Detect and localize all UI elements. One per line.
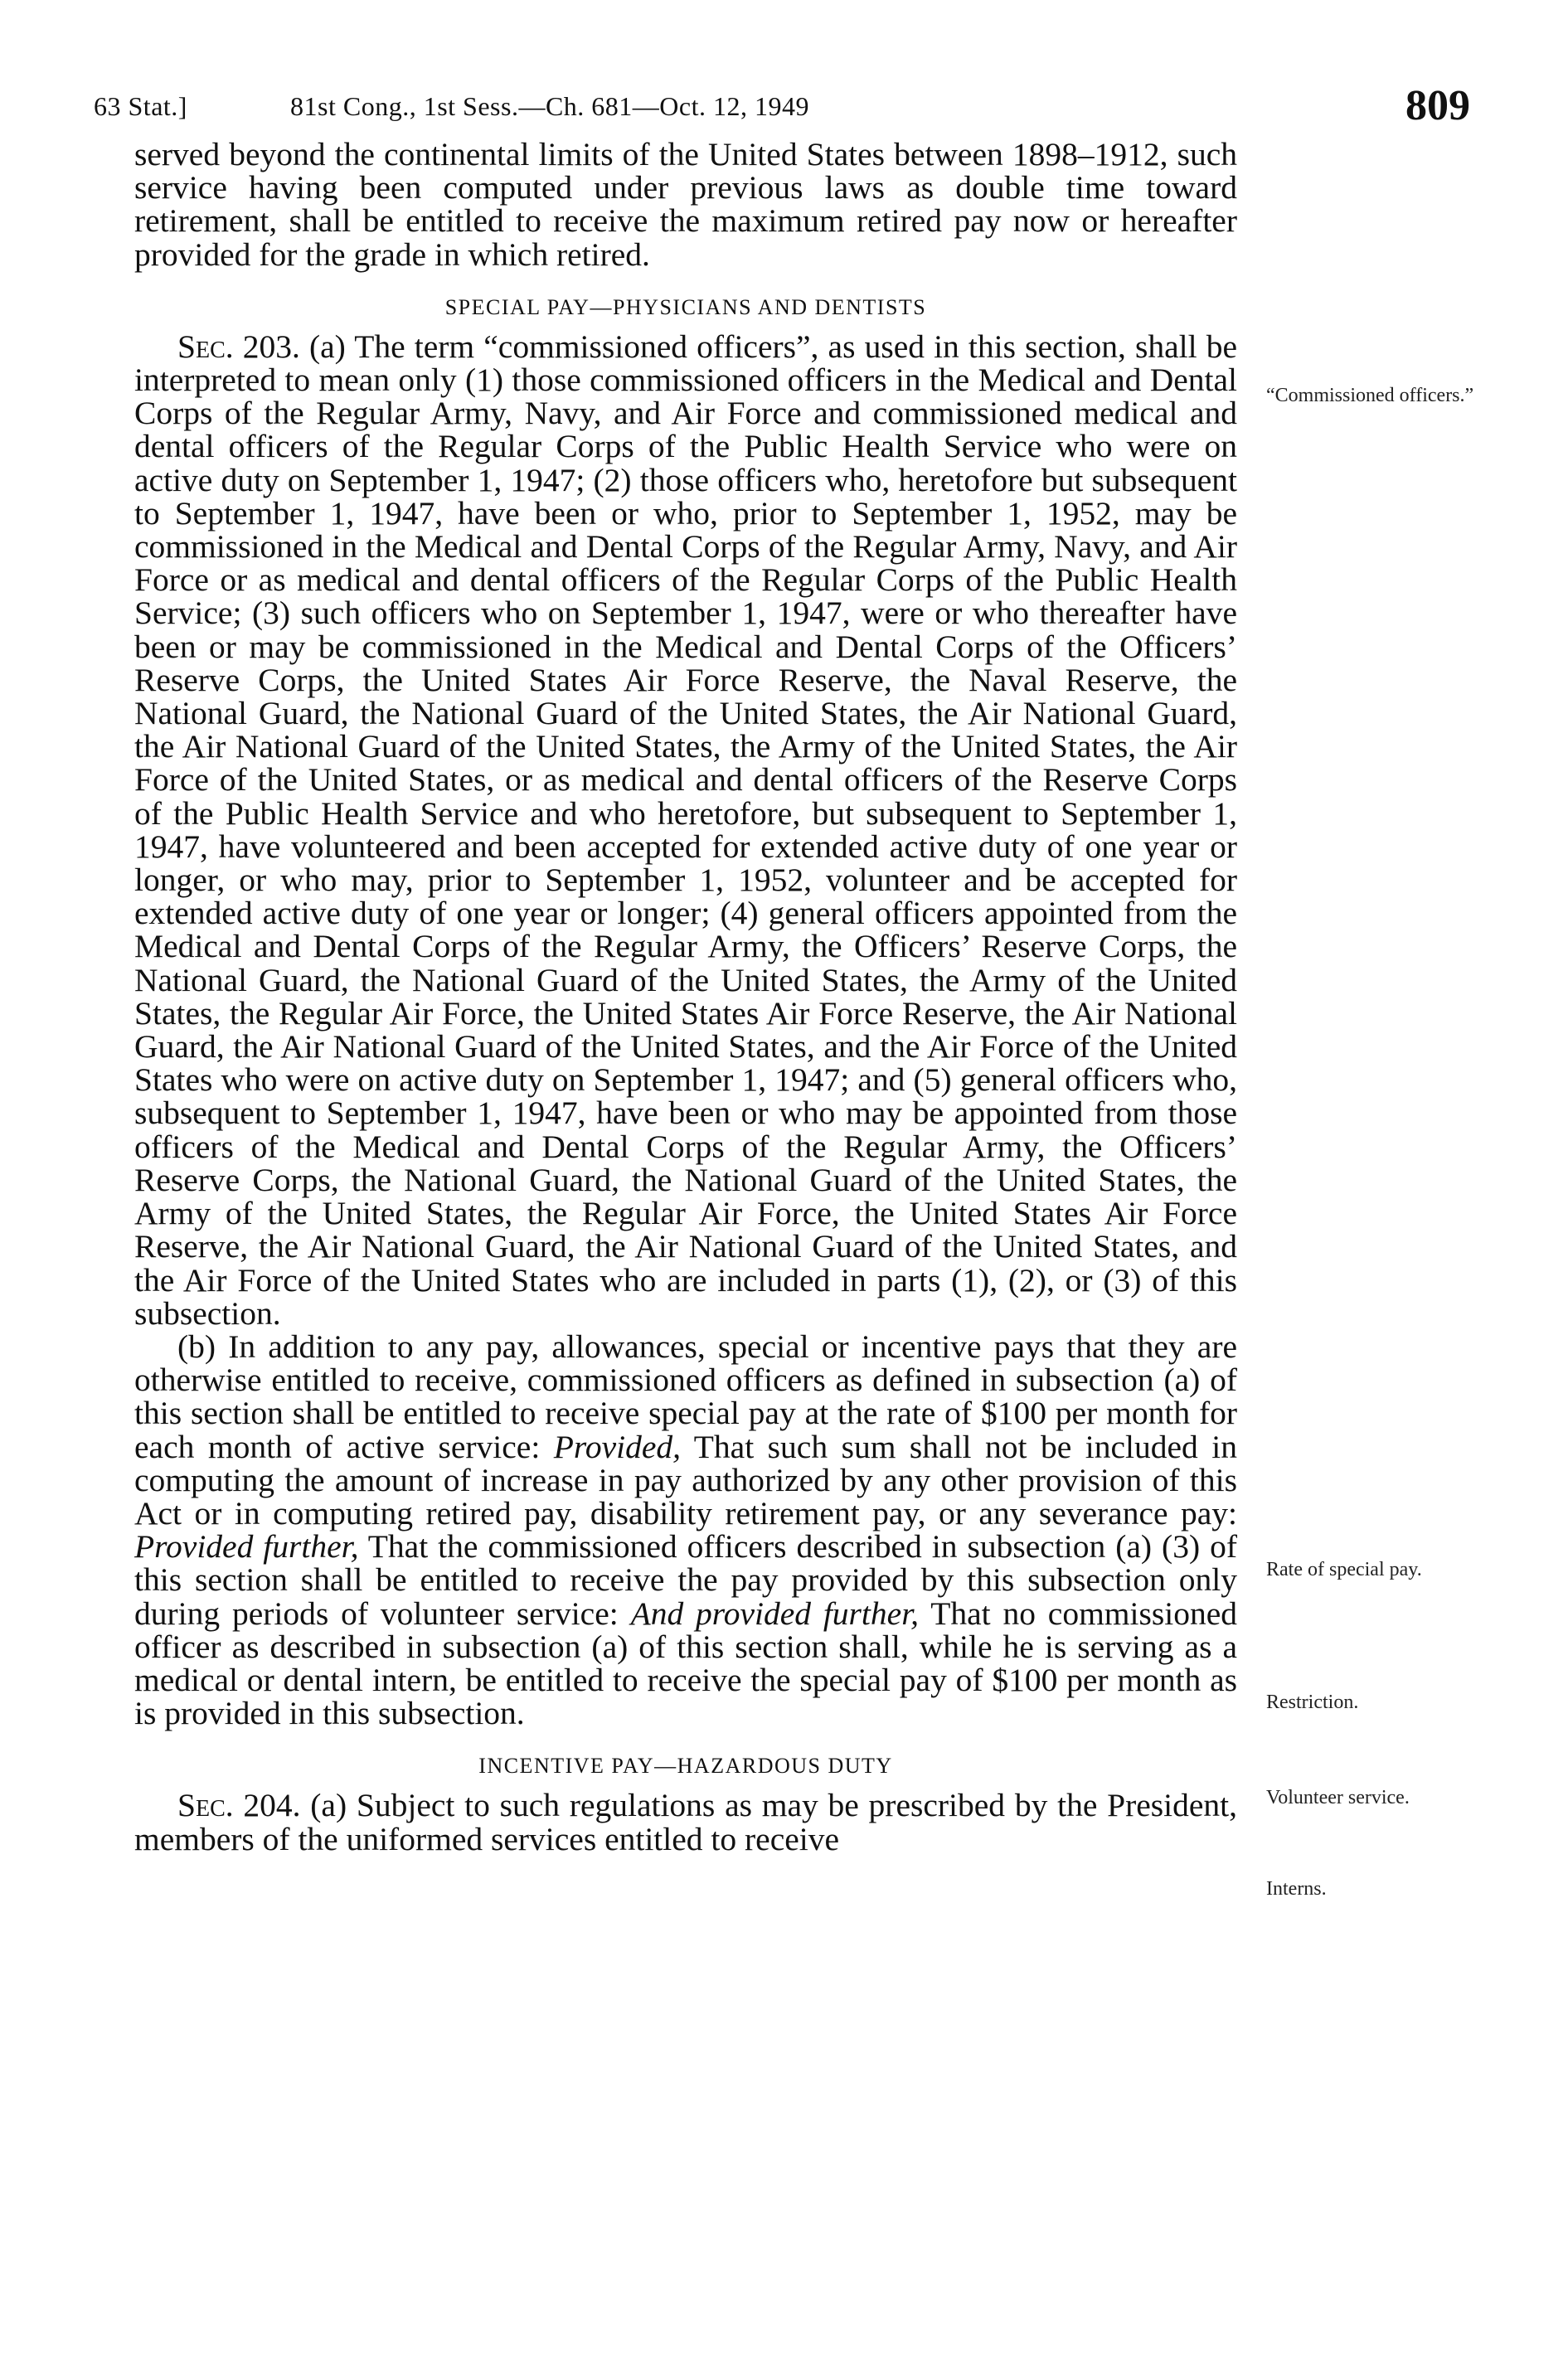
section-heading-special-pay: SPECIAL PAY—PHYSICIANS AND DENTISTS: [444, 294, 927, 319]
section-label: Sec.: [177, 1787, 234, 1824]
paragraph-continuation: served beyond the continental limits of the United States between 1898–1912, such service having been computed under previous laws as double time toward retirement, shall be entitled to receive the maximum retired pay now or hereafter provided for the grade in which retired.: [134, 136, 1237, 273]
page-number: 809: [1405, 82, 1470, 129]
section-text: 204. (a) Subject to such regulations as may be prescribed by the President, members of the uniformed services entitled to receive: [134, 1787, 1237, 1857]
text-segment: That the commissioned officers described in subsection (a) (3) of this section shall be entitled to receive the pay provided by this subsection only during periods of volunteer service:: [134, 1528, 1237, 1632]
margin-note-commissioned-officers: “Commissioned officers.”: [1266, 385, 1474, 406]
text-segment: That such sum shall not be included in computing the amount of increase in pay authorized by any other provision of this Act or in computing retired pay, disability retirement pay, or any severance pay:: [134, 1428, 1237, 1532]
margin-note-volunteer-service: Volunteer service.: [1266, 1787, 1410, 1808]
margin-note-rate-of-special-pay: Rate of special pay.: [1266, 1559, 1422, 1580]
paragraph-sec-203b: [134, 1330, 1237, 1730]
proviso: And provided further,: [630, 1595, 920, 1632]
margin-note-restriction: Restriction.: [1266, 1692, 1359, 1713]
margin-note-interns: Interns.: [1266, 1878, 1327, 1900]
text-segment: That no commissioned officer as described in subsection (a) of this section shall, while he is serving as a medical or dental intern, be entitled to receive the special pay of $100 per month as is provided in this subsection.: [134, 1595, 1237, 1732]
proviso: Provided further,: [134, 1528, 359, 1565]
section-text: 203. (a) The term “commissioned officers”, as used in this section, shall be interpreted to mean only (1) those commissioned officers in the Medical and Dental Corps of the Regular Army, Navy, and Air Force and commissioned medical and dental officers of the Regular Corps of the Public Health Service who were on active duty on September 1, 1947; (2) those officers who, heretofore but subsequent to September 1, 1947, have been or who, prior to September 1, 1952, may be commissioned in the Medical and Dental Corps of the Regular Army, Navy, and Air Force or as medical and dental officers of the Regular Corps of the Public Health Service; (3) such officers who on September 1, 1947, were or who thereafter have been or may be commissioned in the Medical and Dental Corps of the Officers’ Reserve Corps, the United States Air Force Reserve, the Naval Reserve, the National Guard, the National Guard of the United States, the Air National Guard, the Air National Guard of the United States, the Army of the United States, the Air Force of the United States, or as medical and dental officers of the Reserve Corps of the Public Health Service and who heretofore, but subsequent to September 1, 1947, have volunteered and been accepted for extended active duty of one year or longer, or who may, prior to September 1, 1952, volunteer and be accepted for extended active duty of one year or longer; (4) general officers appointed from the Medical and Dental Corps of the Regular Army, the Officers’ Reserve Corps, the National Guard, the National Guard of the United States, the Army of the United States, the Regular Air Force, the United States Air Force Reserve, the Air National Guard, the Air National Guard of the United States, and the Air Force of the United States who were on active duty on September 1, 1947; and (5) general officers who, subsequent to September 1, 1947, have been or who may be appointed from those officers of the Medical and Dental Corps of the Regular Army, the Officers’ Reserve Corps, the National Guard, the National Guard of the United States, the Army of the United States, the Regular Air Force, the United States Air Force Reserve, the Air National Guard, the Air National Guard of the United States, and the Air Force of the United States who are included in parts (1), (2), or (3) of this subsection.: [134, 328, 1237, 1332]
document-body: [134, 138, 1237, 1856]
proviso: Provided,: [553, 1428, 681, 1465]
running-header: 81st Cong., 1st Sess.—Ch. 681—Oct. 12, 1949: [290, 91, 809, 121]
paragraph-sec-203a: [134, 330, 1237, 1330]
section-heading-incentive-pay: INCENTIVE PAY—HAZARDOUS DUTY: [478, 1754, 893, 1779]
paragraph-sec-204a: [134, 1789, 1237, 1855]
statute-citation: 63 Stat.]: [94, 91, 187, 121]
text-segment: (b) In addition to any pay, allowances, special or incentive pays that they are otherwise entitled to receive, commissioned officers as defined in subsection (a) of this section shall be entitled to receive special pay at the rate of $100 per month for each month of active service:: [134, 1328, 1237, 1465]
section-label: Sec.: [177, 328, 234, 365]
